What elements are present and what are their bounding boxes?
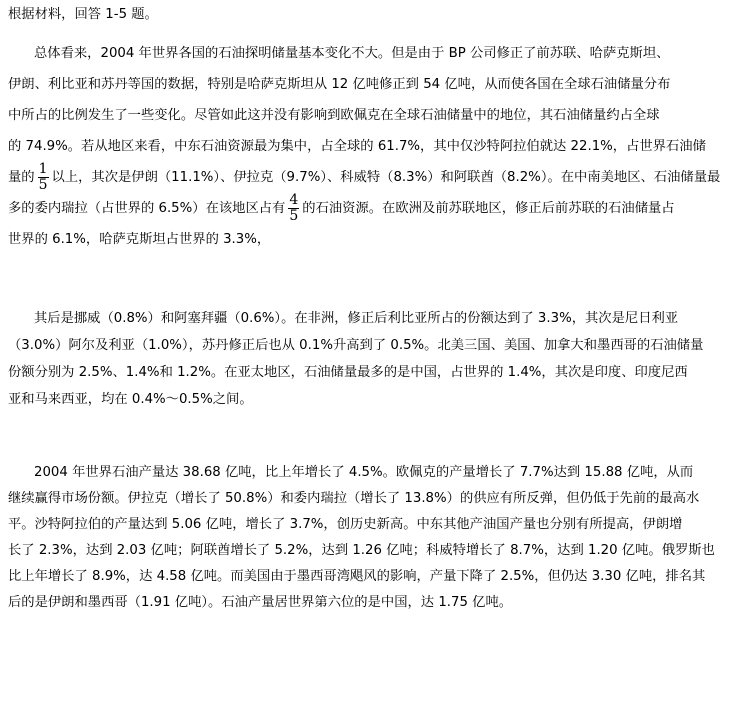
paragraph-line-with-fraction [8,162,747,193]
fraction-denominator: 5 [289,208,299,224]
paragraph-line: 继续赢得市场份额。伊拉克（增长了 50.8%）和委内瑞拉（增长了 13.8%）的供应有所反弹，但仍低于先前的最高水 [8,491,700,506]
paragraph-line: 比上年增长了 8.9%，达 4.58 亿吨。而美国由于墨西哥湾飓风的影响，产量下降了 2.5%，但仍达 3.30 亿吨，排名其 [8,569,706,584]
fraction-denominator: 5 [38,177,48,193]
paragraph-line: 2004 年世界石油产量达 38.68 亿吨，比上年增长了 4.5%。欧佩克的产量增长了 7.7%达到 15.88 亿吨，从而 [34,465,694,480]
paragraph-line: 总体看来，2004 年世界各国的石油探明储量基本变化不大。但是由于 BP 公司修正了前苏联、哈萨克斯坦、 [34,45,670,61]
paragraph-line: 长了 2.3%，达到 2.03 亿吨；阿联酋增长了 5.2%，达到 1.26 亿吨；科威特增长了 8.7%，达到 1.20 亿吨。俄罗斯也 [8,543,715,558]
intro-instruction: 根据材料，回答 1-5 题。 [8,7,158,22]
paragraph-line: 的 74.9%。若从地区来看，中东石油资源最为集中，占全球的 61.7%，其中仅沙特阿拉伯就达 22.1%，占世界石油储 [8,138,706,154]
paragraph-line: 后的是伊朗和墨西哥（1.91 亿吨）。石油产量居世界第六位的是中国，达 1.75 亿吨。 [8,595,513,610]
paragraph-line: 平。沙特阿拉伯的产量达到 5.06 亿吨，增长了 3.7%，创历史新高。中东其他产油国产量也分别有所提高，伊朗增 [8,517,683,532]
text-segment: 以上，其次是伊朗（11.1%）、伊拉克（9.7%）、科威特（8.3%）和阿联酋（8.2%）。在中南美地区、石油储量最 [51,169,721,185]
paragraph-reserves [8,38,747,255]
paragraph-line: 份额分别为 2.5%、1.4%和 1.2%。在亚太地区，石油储量最多的是中国，占世界的 1.4%，其次是印度、印度尼西 [8,364,688,380]
paragraph-line: 中所占的比例发生了一些变化。尽管如此这并没有影响到欧佩克在全球石油储量中的地位，其石油储量约占全球 [8,107,660,123]
text-segment: 的石油资源。在欧洲及前苏联地区，修正后前苏联的石油储量占 [302,200,675,216]
paragraph-line: 伊朗、利比亚和苏丹等国的数据，特别是哈萨克斯坦从 12 亿吨修正到 54 亿吨，从而使各国在全球石油储量分布 [8,76,671,92]
paragraph-line: 世界的 6.1%，哈萨克斯坦占世界的 3.3%， [8,231,271,247]
paragraph-production [8,460,747,616]
paragraph-line-with-fraction [8,193,747,224]
paragraph-line: 亚和马来西亚，均在 0.4%～0.5%之间。 [8,391,253,407]
fraction-numerator: 4 [289,192,299,208]
fraction-numerator: 1 [38,161,48,177]
text-segment: 多的委内瑞拉（占世界的 6.5%）在该地区占有 [8,200,286,216]
fraction-one-fifth [38,162,49,193]
paragraph-line: （3.0%）阿尔及利亚（1.0%），苏丹修正后也从 0.1%升高到了 0.5%。北美三国、美国、加拿大和墨西哥的石油储量 [8,337,704,353]
paragraph-line: 其后是挪威（0.8%）和阿塞拜疆（0.6%）。在非洲，修正后利比亚所占的份额达到了 3.3%，其次是尼日利亚 [34,310,679,326]
text-segment: 量的 [8,169,35,185]
paragraph-regional-shares [8,305,747,413]
fraction-four-fifths [288,193,299,224]
